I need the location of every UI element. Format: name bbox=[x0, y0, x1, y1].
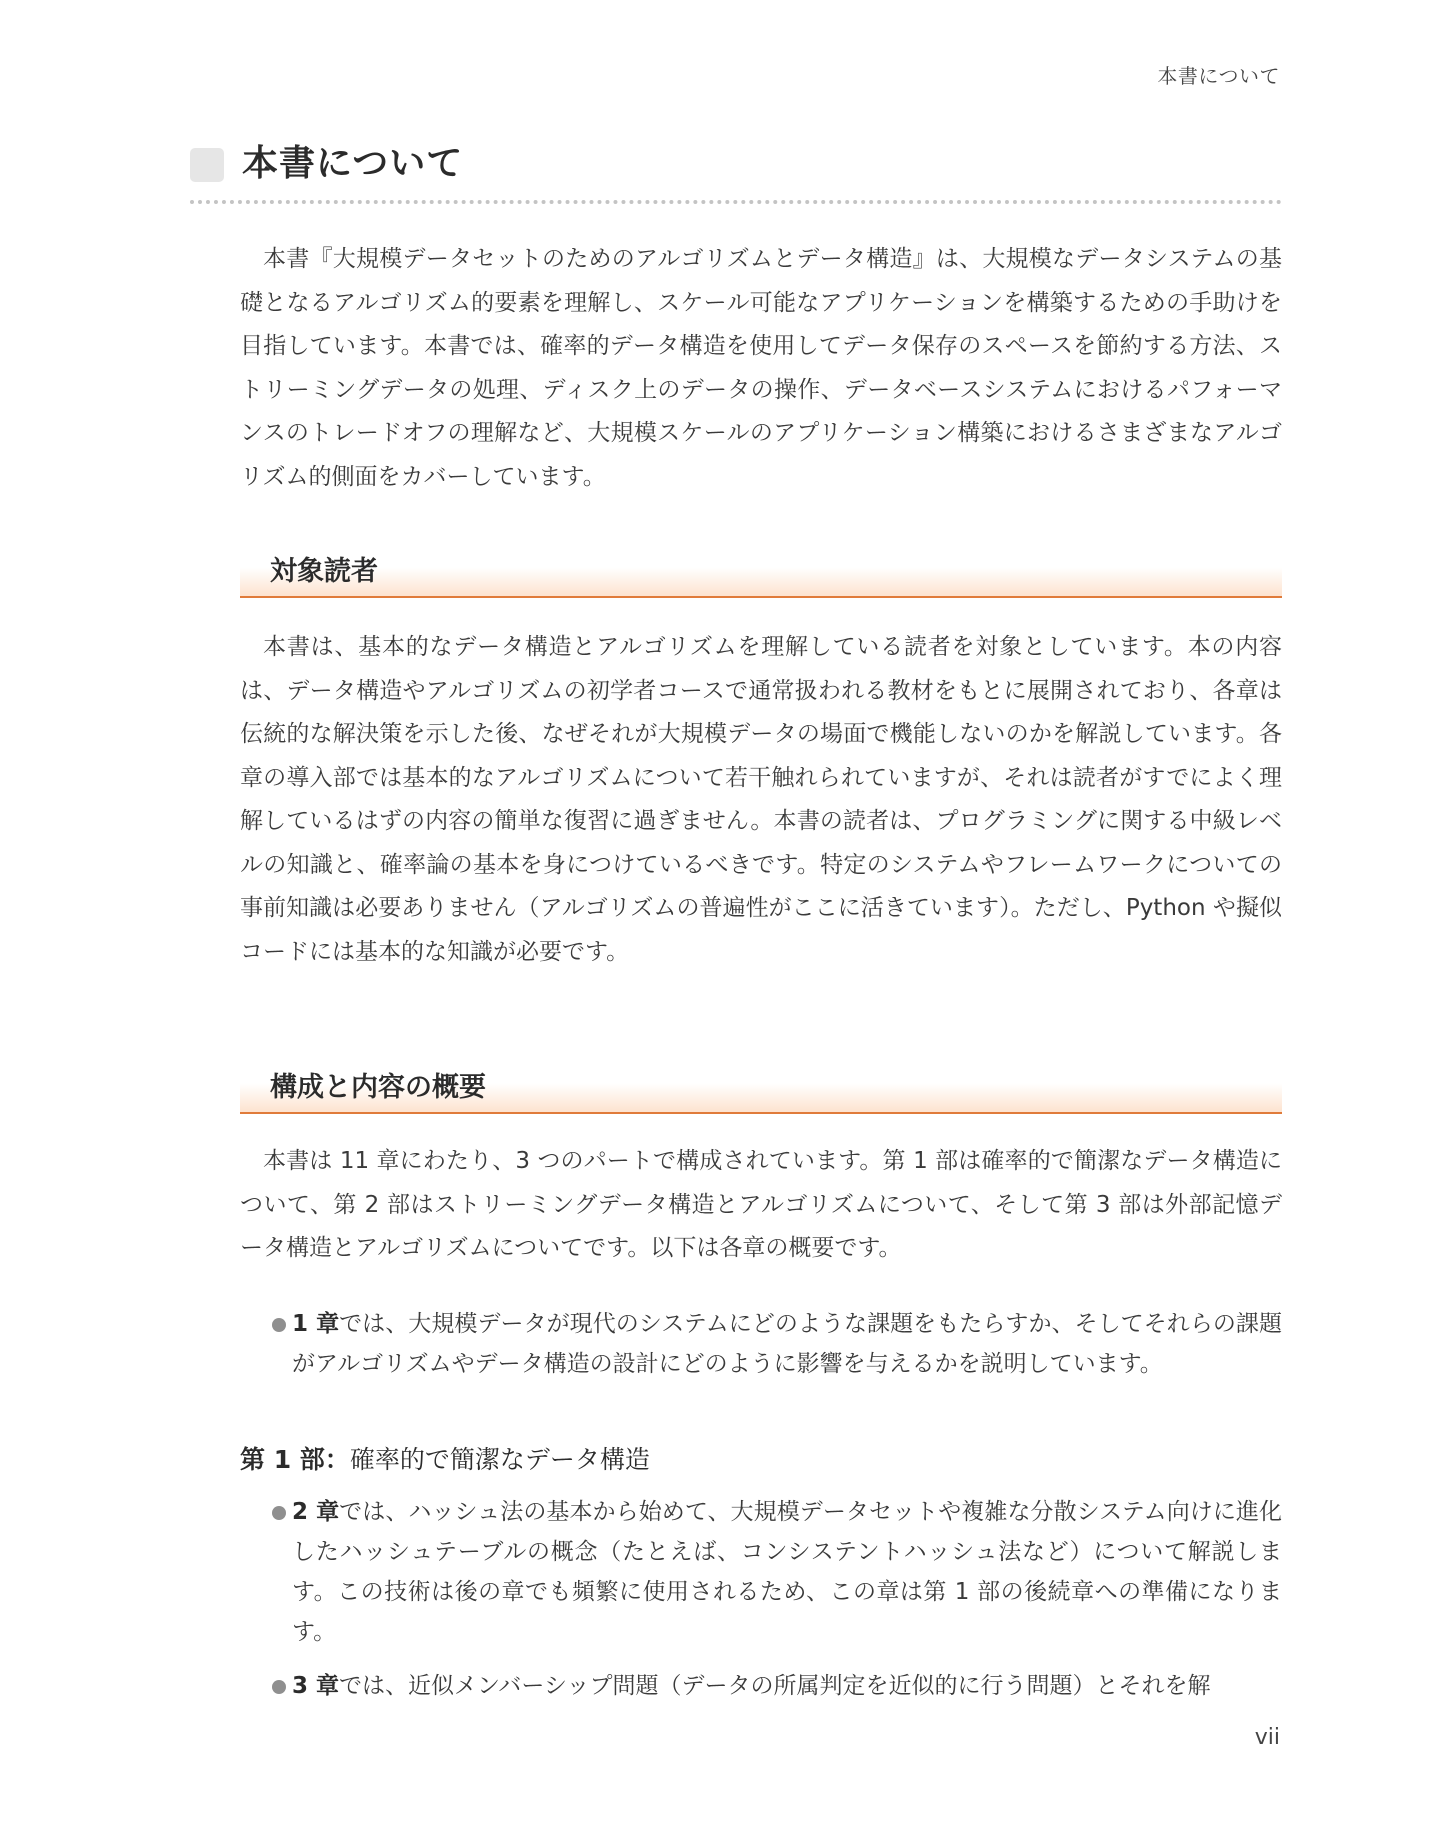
section-heading-structure bbox=[240, 1064, 1282, 1114]
section-title: 対象読者 bbox=[270, 556, 378, 587]
intro-paragraph: 本書『大規模データセットのためのアルゴリズムとデータ構造』は、大規模なデータシステムの基礎となるアルゴリズム的要素を理解し、スケール可能なアプリケーションを構築するための手助けを目指しています。本書では、確率的データ構造を使用してデータ保存のスペースを節約する方法、ストリーミングデータの処理、ディスク上のデータの操作、データベースシステムにおけるパフォーマンスのトレードオフの理解など、大規模スケールのアプリケーション構築におけるさまざまなアルゴリズム的側面をカバーしています。 bbox=[240, 246, 1282, 490]
bullet-icon bbox=[272, 1680, 286, 1694]
structure-paragraph: 本書は 11 章にわたり、3 つのパートで構成されています。第 1 部は確率的で簡潔なデータ構造について、第 2 部はストリーミングデータ構造とアルゴリズムについて、そして第 3 部は外部記憶データ構造とアルゴリズムについてです。以下は各章の概要です。 bbox=[240, 1148, 1282, 1261]
chapter-list-intro bbox=[240, 1304, 1282, 1398]
part-label: 第 1 部： bbox=[240, 1445, 350, 1474]
audience-section bbox=[240, 626, 1282, 974]
list-item bbox=[240, 1304, 1282, 1384]
list-item bbox=[240, 1492, 1282, 1652]
running-head: 本書について bbox=[1157, 64, 1280, 88]
audience-paragraph: 本書は、基本的なデータ構造とアルゴリズムを理解している読者を対象としています。本の内容は、データ構造やアルゴリズムの初学者コースで通常扱われる教材をもとに展開されており、各章は伝統的な解決策を示した後、なぜそれが大規模データの場面で機能しないのかを解説しています。各章の導入部では基本的なアルゴリズムについて若干触れられていますが、それは読者がすでによく理解しているはずの内容の簡単な復習に過ぎません。本書の読者は、プログラミングに関する中級レベルの知識と、確率論の基本を身につけているべきです。特定のシステムやフレームワークについての事前知識は必要ありません（アルゴリズムの普遍性がここに活きています）。ただし、Python や擬似コードには基本的な知識が必要です。 bbox=[240, 634, 1282, 965]
intro-section bbox=[240, 238, 1282, 499]
section-title: 構成と内容の概要 bbox=[270, 1072, 486, 1103]
list-item-text: では、大規模データが現代のシステムにどのような課題をもたらすか、そしてそれらの課題がアルゴリズムやデータ構造の設計にどのように影響を与えるかを説明しています。 bbox=[292, 1311, 1282, 1377]
structure-section bbox=[240, 1140, 1282, 1271]
list-item-text: では、ハッシュ法の基本から始めて、大規模データセットや複雑な分散システム向けに進化したハッシュテーブルの概念（たとえば、コンシステントハッシュ法など）について解説します。この技術は後の章でも頻繁に使用されるため、この章は第 1 部の後続章への準備になります。 bbox=[292, 1499, 1283, 1645]
chapter-marker-box bbox=[190, 148, 224, 182]
chapter-heading bbox=[190, 140, 1282, 206]
chapter-ref: 3 章 bbox=[292, 1673, 340, 1699]
dotted-divider bbox=[190, 200, 1282, 204]
list-item bbox=[240, 1666, 1282, 1706]
chapter-title: 本書について bbox=[242, 143, 464, 184]
chapter-list-part1 bbox=[240, 1492, 1282, 1720]
part-heading bbox=[240, 1440, 650, 1480]
bullet-icon bbox=[272, 1318, 286, 1332]
list-item-text: では、近似メンバーシップ問題（データの所属判定を近似的に行う問題）とそれを解 bbox=[339, 1673, 1211, 1699]
part-title: 確率的で簡潔なデータ構造 bbox=[349, 1445, 650, 1474]
bullet-icon bbox=[272, 1506, 286, 1520]
section-heading-audience bbox=[240, 548, 1282, 598]
chapter-ref: 1 章 bbox=[292, 1311, 340, 1337]
page-number: vii bbox=[1254, 1725, 1280, 1750]
chapter-ref: 2 章 bbox=[292, 1499, 340, 1525]
